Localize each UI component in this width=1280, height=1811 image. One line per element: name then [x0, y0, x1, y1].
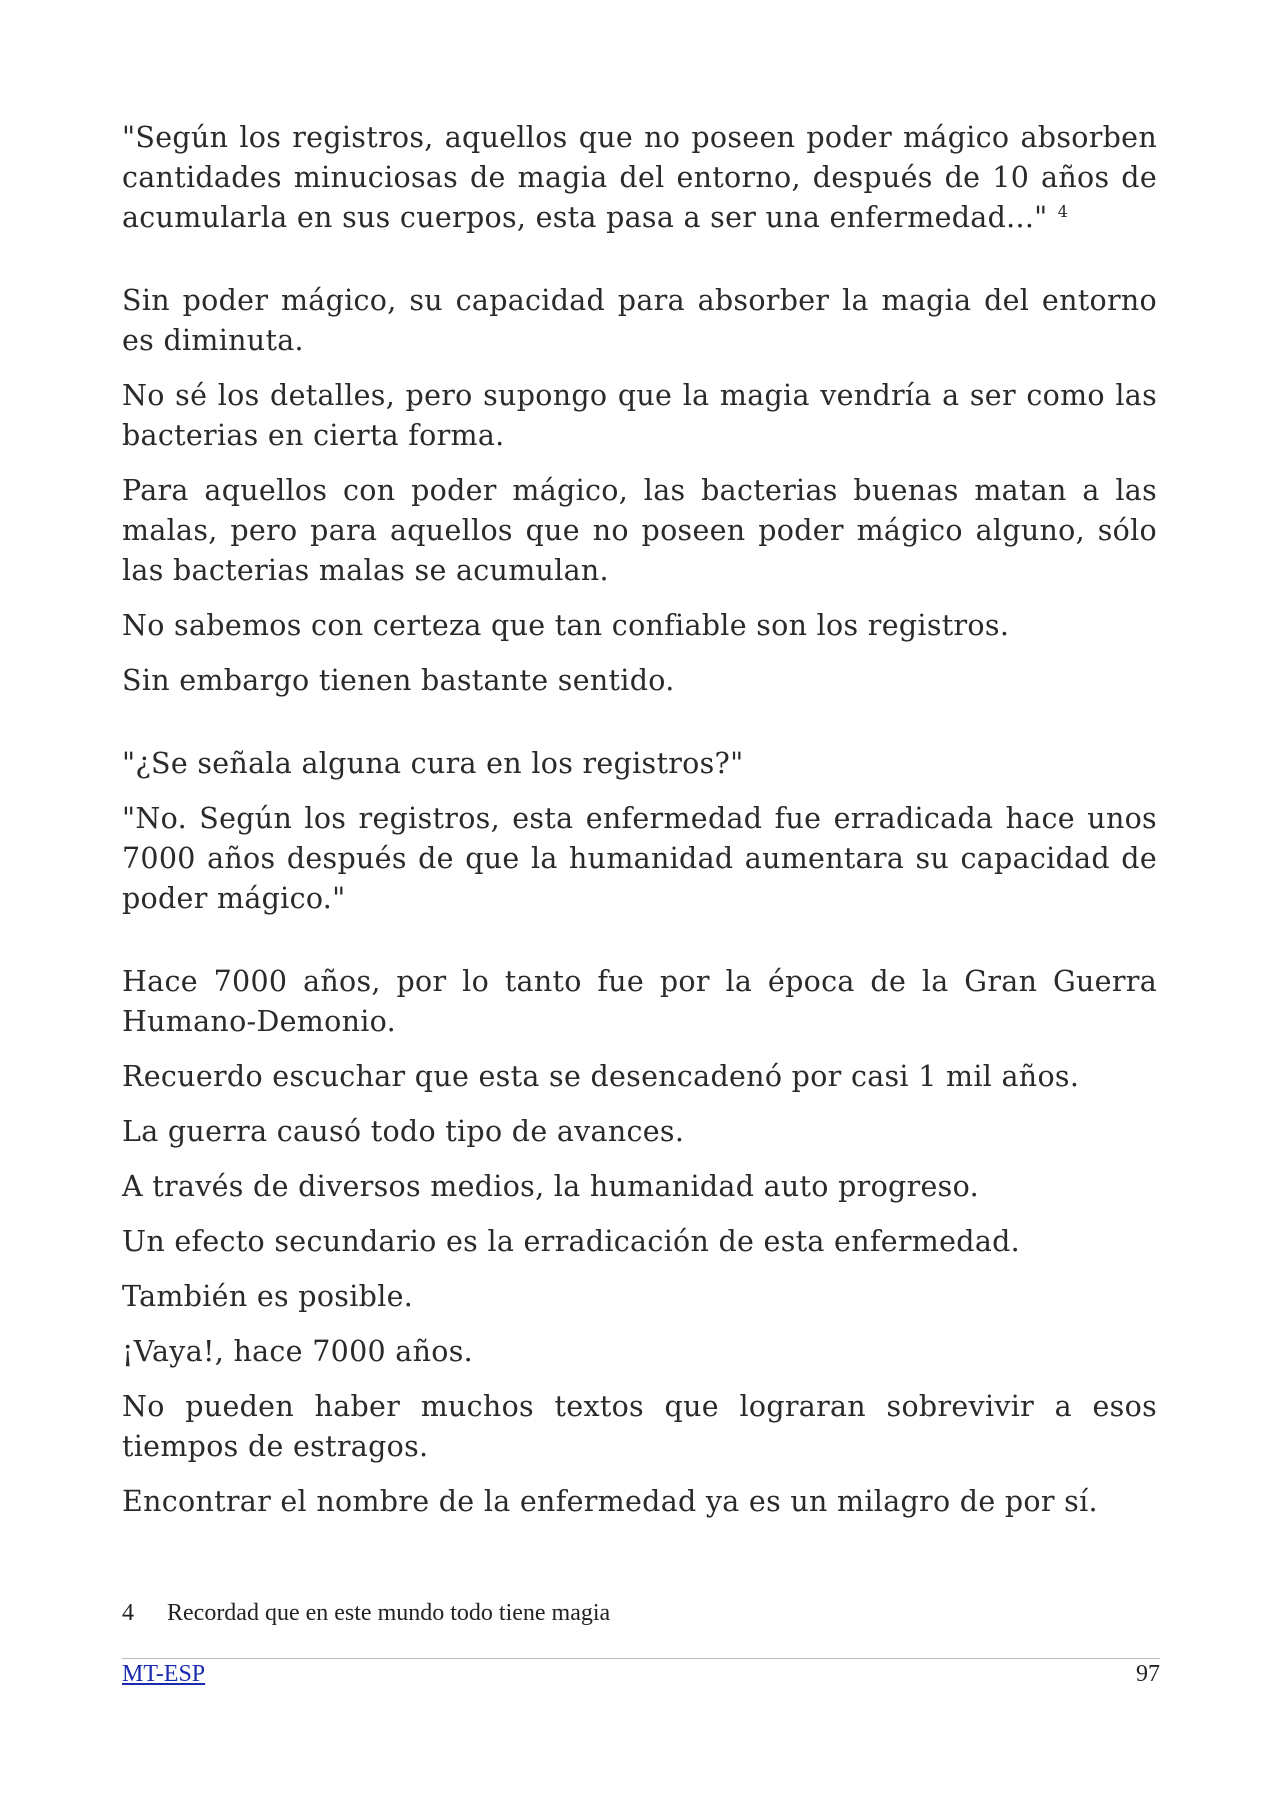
footnote: [122, 1600, 1157, 1627]
paragraph: Para aquellos con poder mágico, las bacterias buenas matan a las malas, pero para aquellos que no poseen poder mágico alguno, sólo las bacterias malas se acumulan.: [122, 474, 1157, 587]
paragraph: No sabemos con certeza que tan confiable son los registros.: [122, 609, 1010, 642]
section-gap: [122, 253, 1157, 281]
paragraph: Hace 7000 años, por lo tanto fue por la época de la Gran Guerra Humano-Demonio.: [122, 965, 1157, 1038]
paragraph: ¡Vaya!, hace 7000 años.: [122, 1335, 473, 1368]
page-footer: [122, 1661, 1160, 1688]
paragraph: No sé los detalles, pero supongo que la magia vendría a ser como las bacterias en cierta forma.: [122, 379, 1157, 452]
paragraph: [122, 118, 1157, 238]
paragraph: También es posible.: [122, 1280, 414, 1313]
paragraph-text: "Según los registros, aquellos que no poseen poder mágico absorben cantidades minuciosas de magia del entorno, después de 10 años de acumularla en sus cuerpos, esta pasa a ser una enfermedad...": [122, 121, 1157, 234]
page-body: [122, 118, 1157, 1537]
paragraph: "¿Se señala alguna cura en los registros?": [122, 747, 744, 780]
section-gap: [122, 716, 1157, 744]
footnote-number: 4: [122, 1600, 134, 1626]
paragraph: Encontrar el nombre de la enfermedad ya es un milagro de por sí.: [122, 1485, 1098, 1518]
paragraph: No pueden haber muchos textos que lograran sobrevivir a esos tiempos de estragos.: [122, 1390, 1157, 1463]
footnote-reference[interactable]: 4: [1057, 201, 1069, 221]
paragraph: A través de diversos medios, la humanidad auto progreso.: [122, 1170, 979, 1203]
footnote-text: Recordad que en este mundo todo tiene magia: [167, 1600, 611, 1626]
paragraph: Un efecto secundario es la erradicación de esta enfermedad.: [122, 1225, 1021, 1258]
paragraph: Sin embargo tienen bastante sentido.: [122, 664, 675, 697]
page-number: 97: [1136, 1661, 1160, 1687]
paragraph: Sin poder mágico, su capacidad para absorber la magia del entorno es diminuta.: [122, 284, 1157, 357]
section-gap: [122, 934, 1157, 962]
paragraph: "No. Según los registros, esta enfermedad fue erradicada hace unos 7000 años después de que la humanidad aumentara su capacidad de poder mágico.": [122, 802, 1157, 915]
site-link[interactable]: MT-ESP: [122, 1661, 206, 1687]
paragraph: La guerra causó todo tipo de avances.: [122, 1115, 685, 1148]
paragraph: Recuerdo escuchar que esta se desencadenó por casi 1 mil años.: [122, 1060, 1080, 1093]
footer-divider: [122, 1658, 1160, 1659]
